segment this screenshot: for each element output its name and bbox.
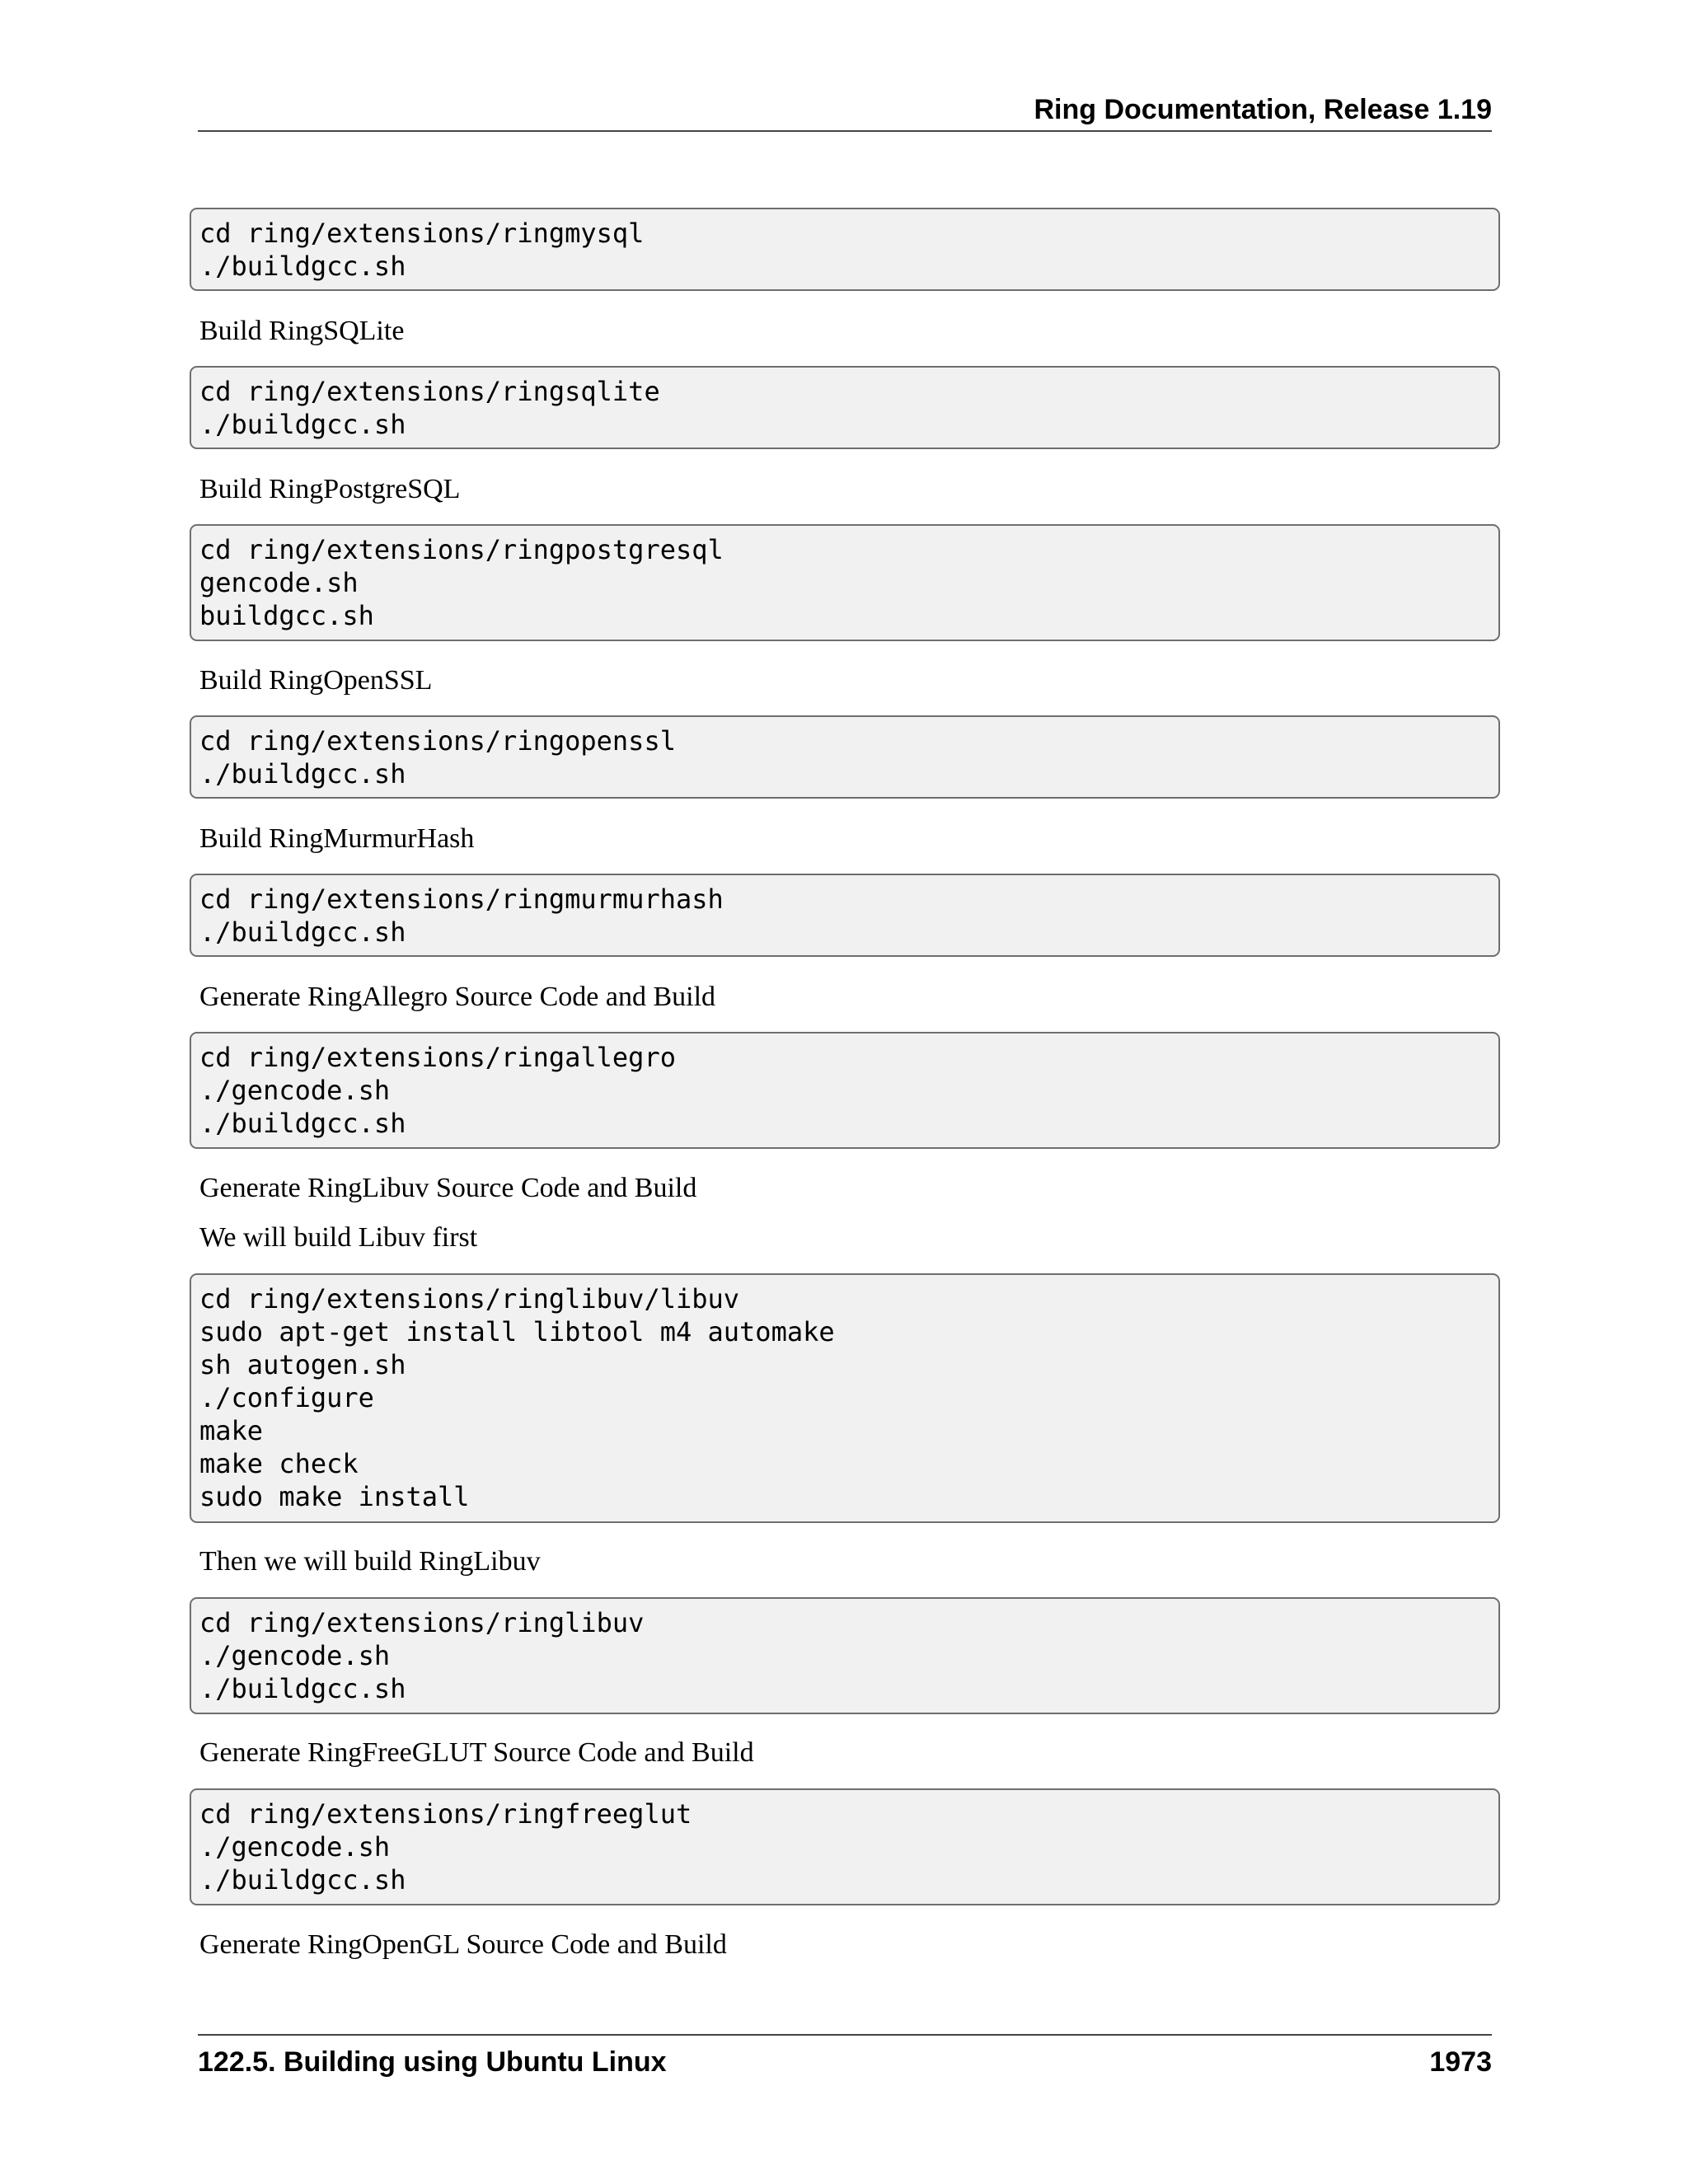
code-line: ./configure: [199, 1382, 374, 1413]
code-line: sudo make install: [199, 1481, 470, 1512]
code-line: buildgcc.sh: [199, 600, 374, 631]
code-line: gencode.sh: [199, 567, 359, 598]
paragraph: Generate RingOpenGL Source Code and Build: [199, 1929, 727, 1960]
page-footer: [198, 2034, 1492, 2078]
code-line: make check: [199, 1448, 359, 1479]
code-line: ./buildgcc.sh: [199, 1108, 406, 1139]
code-block: [190, 1597, 1500, 1714]
code-line: cd ring/extensions/ringsqlite: [199, 376, 660, 407]
code-line: cd ring/extensions/ringmysql: [199, 218, 645, 249]
code-line: make: [199, 1415, 264, 1446]
code-block: [190, 715, 1500, 799]
code-line: cd ring/extensions/ringfreeglut: [199, 1798, 692, 1830]
code-block: [190, 524, 1500, 641]
code-line: sh autogen.sh: [199, 1349, 406, 1380]
code-line: cd ring/extensions/ringlibuv: [199, 1607, 645, 1638]
code-line: ./buildgcc.sh: [199, 1673, 406, 1704]
code-block: [190, 874, 1500, 957]
page-header: [198, 89, 1492, 132]
code-block: [190, 1032, 1500, 1149]
code-block: [190, 1788, 1500, 1905]
code-line: cd ring/extensions/ringallegro: [199, 1042, 676, 1073]
paragraph: We will build Libuv first: [199, 1222, 478, 1253]
code-block: [190, 366, 1500, 449]
code-line: cd ring/extensions/ringpostgresql: [199, 534, 724, 565]
code-line: cd ring/extensions/ringlibuv/libuv: [199, 1283, 740, 1315]
code-line: cd ring/extensions/ringmurmurhash: [199, 883, 724, 915]
paragraph: Generate RingFreeGLUT Source Code and Build: [199, 1737, 754, 1768]
paragraph: Then we will build RingLibuv: [199, 1546, 541, 1577]
code-block: [190, 208, 1500, 291]
code-block: [190, 1273, 1500, 1523]
code-line: ./buildgcc.sh: [199, 758, 406, 790]
paragraph: Generate RingAllegro Source Code and Build: [199, 982, 716, 1012]
page-number: 1973: [1429, 2046, 1492, 2078]
code-line: ./gencode.sh: [199, 1075, 391, 1106]
paragraph: Build RingPostgreSQL: [199, 474, 461, 504]
paragraph: Build RingOpenSSL: [199, 665, 433, 696]
paragraph: Generate RingLibuv Source Code and Build: [199, 1173, 697, 1203]
code-line: ./buildgcc.sh: [199, 251, 406, 282]
code-line: ./buildgcc.sh: [199, 409, 406, 440]
footer-section-title: 122.5. Building using Ubuntu Linux: [198, 2046, 667, 2078]
paragraph: Build RingMurmurHash: [199, 823, 475, 854]
code-line: ./gencode.sh: [199, 1640, 391, 1671]
code-line: ./gencode.sh: [199, 1831, 391, 1863]
header-title: Ring Documentation, Release 1.19: [1034, 94, 1492, 125]
code-line: sudo apt-get install libtool m4 automake: [199, 1316, 835, 1347]
code-line: ./buildgcc.sh: [199, 1864, 406, 1896]
code-line: cd ring/extensions/ringopenssl: [199, 725, 676, 757]
code-line: ./buildgcc.sh: [199, 916, 406, 948]
paragraph: Build RingSQLite: [199, 316, 405, 346]
